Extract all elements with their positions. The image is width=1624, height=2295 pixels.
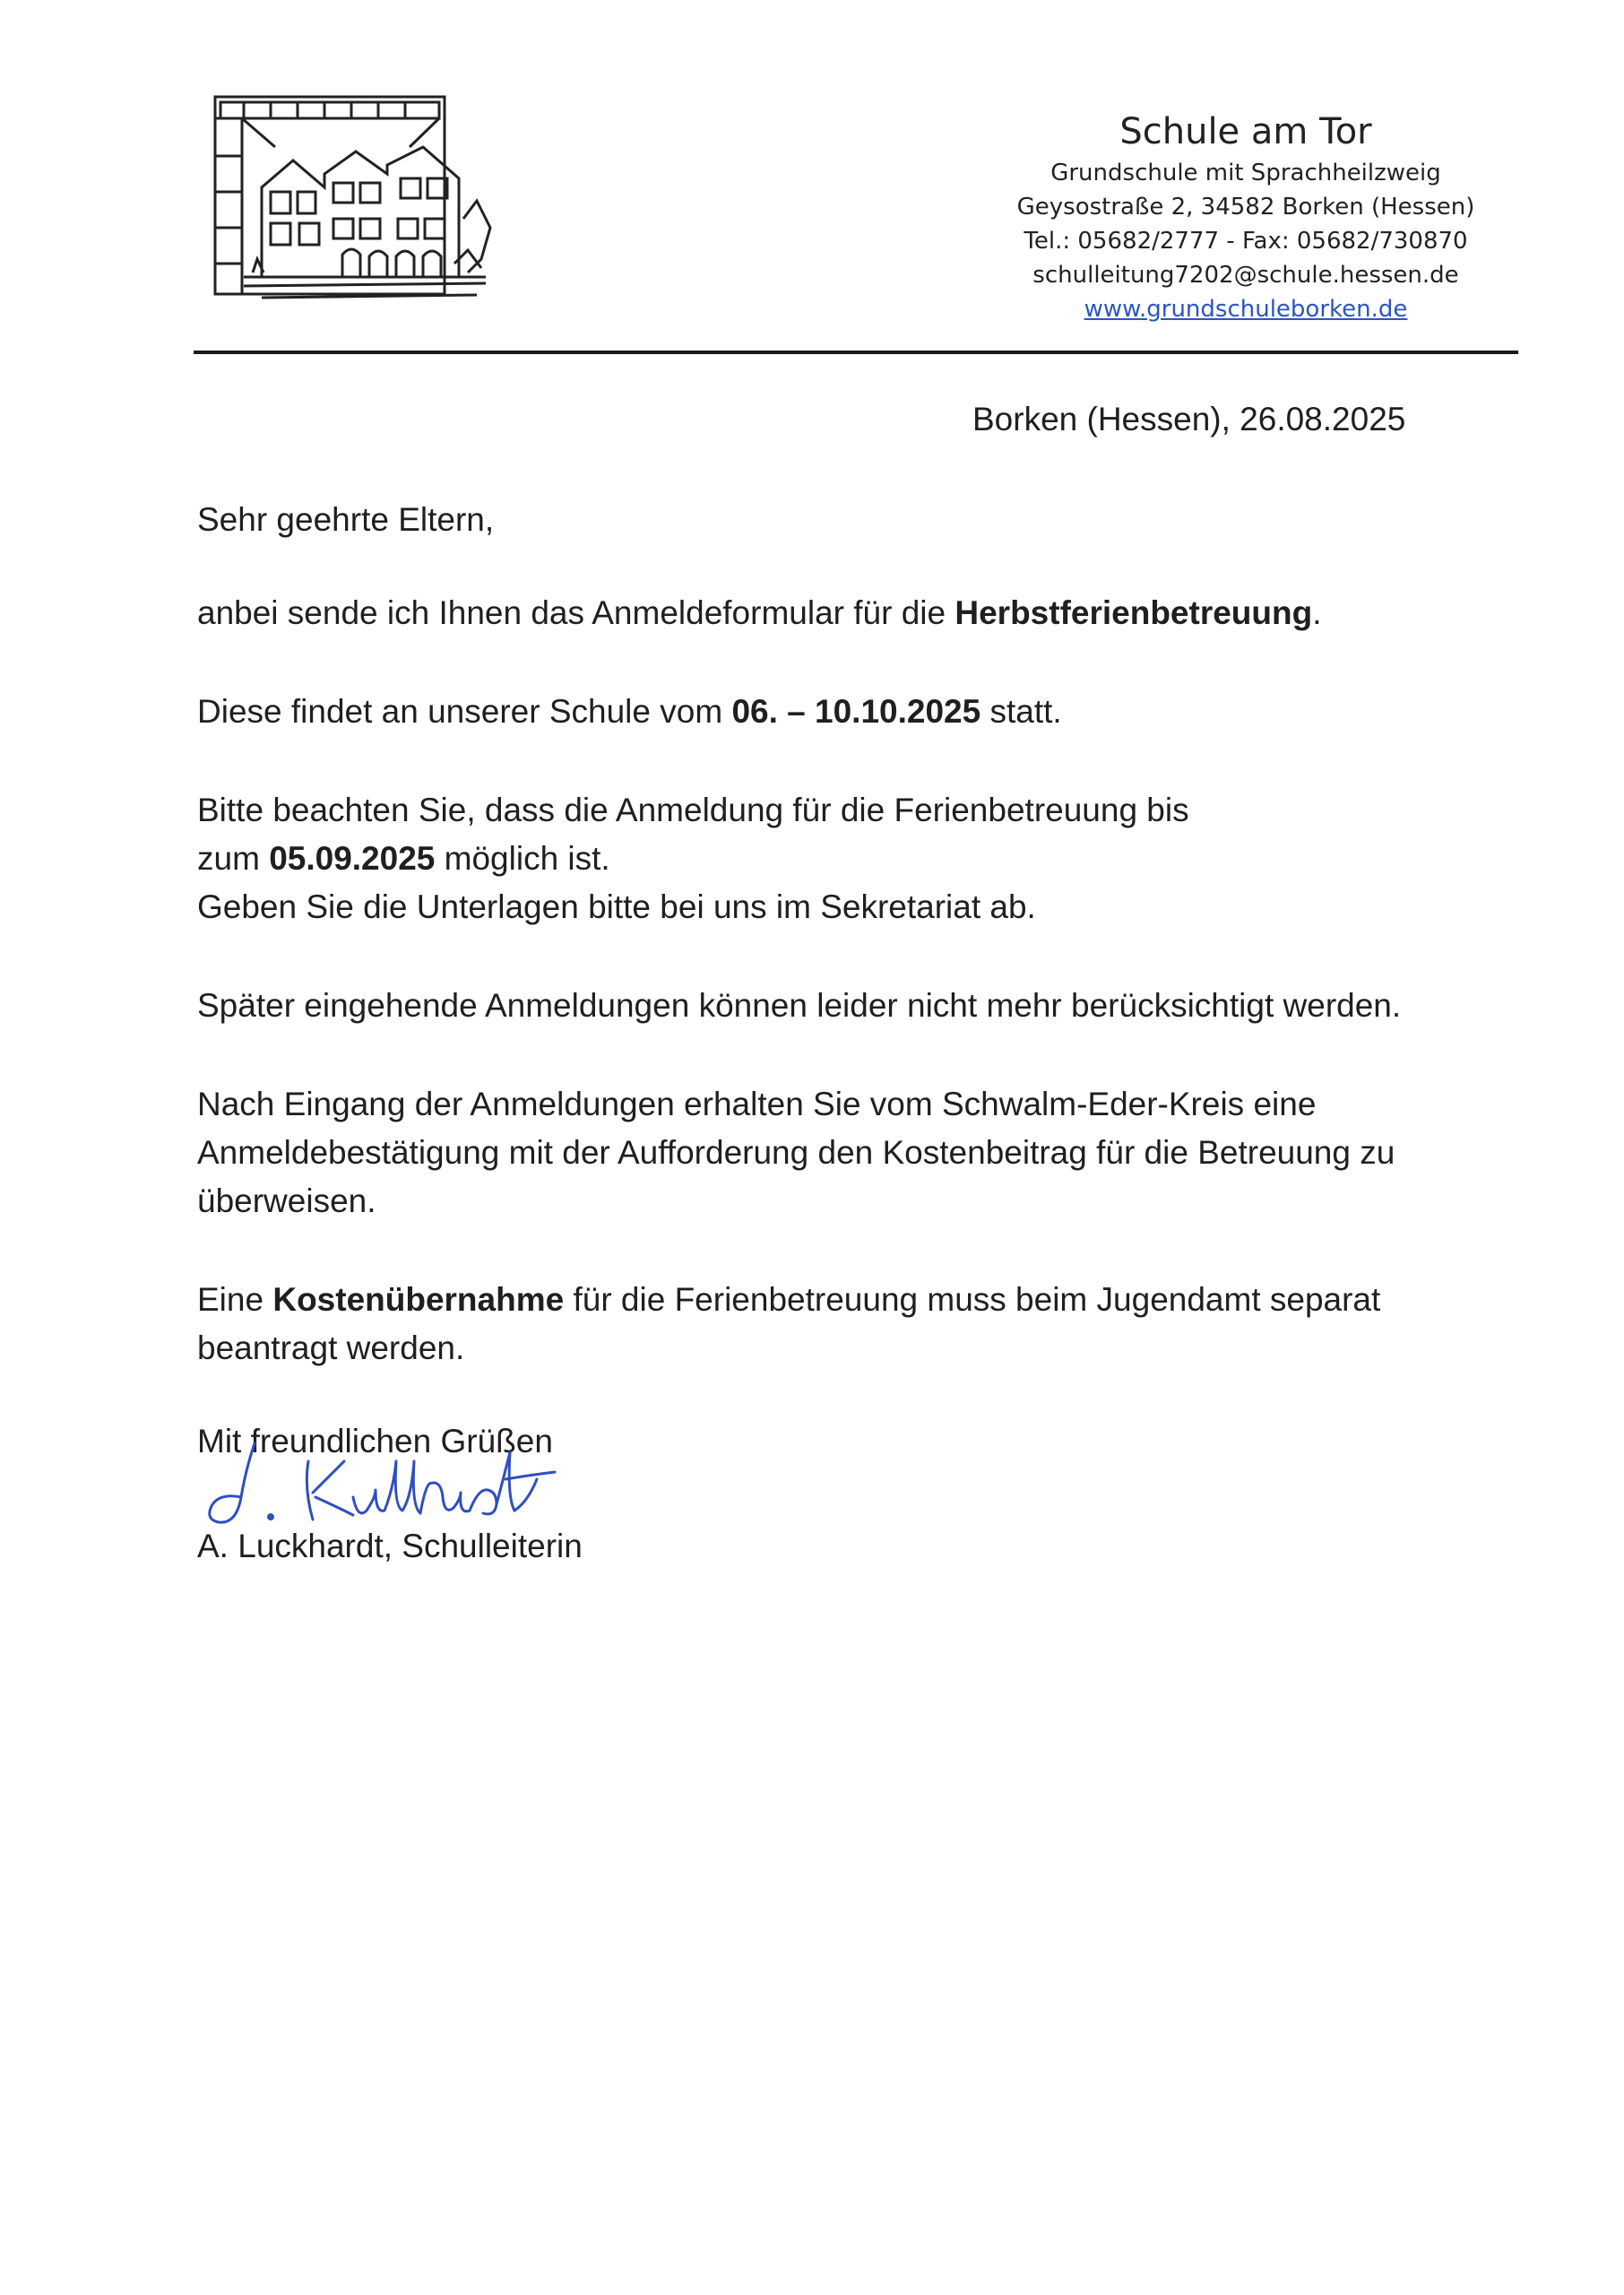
closing: Mit freundlichen Grüßen: [197, 1423, 553, 1459]
highlight-period: 06. – 10.10.2025: [731, 693, 981, 730]
paragraph-confirmation-line2: Anmeldebestätigung mit der Aufforderung den Kostenbeitrag für die Betreuung zu: [197, 1134, 1395, 1171]
paragraph-deadline-line2: zum 05.09.2025 möglich ist.: [197, 840, 610, 877]
school-name: Schule am Tor: [1119, 111, 1372, 152]
school-website-link[interactable]: www.grundschuleborken.de: [1084, 296, 1408, 323]
school-address: Geysostraße 2, 34582 Borken (Hessen): [1016, 194, 1475, 221]
paragraph-deadline-line1: Bitte beachten Sie, dass die Anmeldung für die Ferienbetreuung bis: [197, 792, 1189, 828]
paragraph-submit: Geben Sie die Unterlagen bitte bei uns im Sekretariat ab.: [197, 888, 1036, 925]
highlight-herbstferienbetreuung: Herbstferienbetreuung: [955, 594, 1313, 631]
highlight-kostenuebernahme: Kostenübernahme: [272, 1281, 565, 1318]
letter-body: [197, 496, 1524, 1466]
signer-name: A. Luckhardt, Schulleiterin: [197, 1528, 583, 1564]
school-email: schulleitung7202@schule.hessen.de: [1032, 262, 1459, 289]
paragraph-costs-line2: beantragt werden.: [197, 1329, 465, 1366]
letterhead: [950, 108, 1542, 326]
paragraph-late: Später eingehende Anmeldungen können leider nicht mehr berücksichtigt werden.: [197, 987, 1402, 1024]
salutation: Sehr geehrte Eltern,: [197, 501, 495, 538]
school-logo: [208, 93, 504, 317]
paragraph-dates: Diese findet an unserer Schule vom 06. – 10.10.2025 statt.: [197, 693, 1062, 730]
paragraph-form: anbei sende ich Ihnen das Anmeldeformular für die Herbstferienbetreuung.: [197, 594, 1322, 631]
header-divider: [194, 351, 1518, 354]
paragraph-confirmation-line3: überweisen.: [197, 1182, 376, 1219]
letter-date: Borken (Hessen), 26.08.2025: [972, 401, 1406, 437]
school-phone-fax: Tel.: 05682/2777 - Fax: 05682/730870: [1024, 228, 1468, 255]
highlight-deadline: 05.09.2025: [269, 840, 436, 877]
paragraph-costs-line1: Eine Kostenübernahme für die Ferienbetreuung muss beim Jugendamt separat: [197, 1281, 1381, 1318]
school-subtitle: Grundschule mit Sprachheilzweig: [1050, 160, 1441, 186]
paragraph-confirmation-line1: Nach Eingang der Anmeldungen erhalten Sie vom Schwalm-Eder-Kreis eine: [197, 1086, 1317, 1122]
